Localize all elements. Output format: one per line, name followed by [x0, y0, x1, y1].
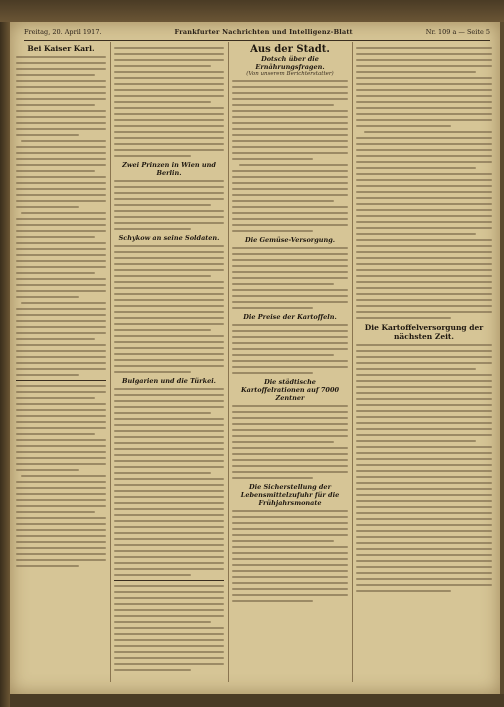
- header-paper-name: Frankfurter Nachrichten und Intelligenz-Blatt: [174, 28, 353, 36]
- article-body: [114, 47, 224, 157]
- column-1: [16, 44, 106, 571]
- subheading-kartoffelrationen: Die städtische Kartoffelrationen auf 7000 Zentner: [241, 378, 339, 402]
- article-body: [232, 405, 348, 479]
- article-body: [114, 585, 224, 671]
- article-body: [232, 80, 348, 232]
- article-title-schykow: Schykow an seine Soldaten.: [118, 234, 220, 242]
- header-date: Freitag, 20. April 1917.: [24, 28, 102, 36]
- article-body: [232, 510, 348, 602]
- section-title-aus-der-stadt: Aus der Stadt.: [250, 44, 330, 55]
- article-body: [232, 247, 348, 309]
- article-body: [16, 56, 106, 376]
- subheading-gemuese: Die Gemüse-Versorgung.: [244, 236, 336, 244]
- article-title-bulgarien: Bulgarien und die Türkei.: [122, 377, 216, 385]
- section-divider: [114, 580, 224, 581]
- article-title-zwei-prinzen: Zwei Prinzen in Wien und Berlin.: [122, 161, 216, 177]
- article-body: [16, 385, 106, 567]
- article-byline: (Von unserem Berichterstatter): [246, 71, 334, 77]
- column-rule: [352, 42, 353, 682]
- scan-bottom-edge: [10, 694, 504, 707]
- subheading-preise: Die Preise der Kartoffeln.: [243, 313, 337, 321]
- article-body: [114, 388, 224, 576]
- running-header: [24, 26, 490, 41]
- article-body: [114, 245, 224, 373]
- article-body: [356, 344, 492, 592]
- article-title-kaiser-karl: Bei Kaiser Karl.: [27, 44, 95, 53]
- column-2: [114, 44, 224, 675]
- scan-top-edge: [0, 0, 504, 22]
- column-rule: [110, 42, 111, 682]
- article-body: [356, 47, 492, 319]
- article-title-kartoffelversorgung: Die Kartoffelversorgung der nächsten Zeit.: [364, 323, 484, 341]
- page-binding: [0, 0, 10, 707]
- column-rule: [228, 42, 229, 682]
- article-body: [114, 180, 224, 230]
- column-4: [356, 44, 492, 596]
- column-3: [232, 44, 348, 606]
- article-body: [232, 324, 348, 374]
- header-page-number: Nr. 109 a — Seite 5: [425, 28, 490, 36]
- newspaper-page: [10, 22, 500, 694]
- section-divider: [16, 380, 106, 381]
- subheading-lebensmittelzufuhr: Die Sicherstellung der Lebensmittelzufuhr für die Frühjahrsmonate: [240, 483, 340, 507]
- article-title-dotsch: Dotsch über die Ernährungsfragen.: [255, 55, 325, 71]
